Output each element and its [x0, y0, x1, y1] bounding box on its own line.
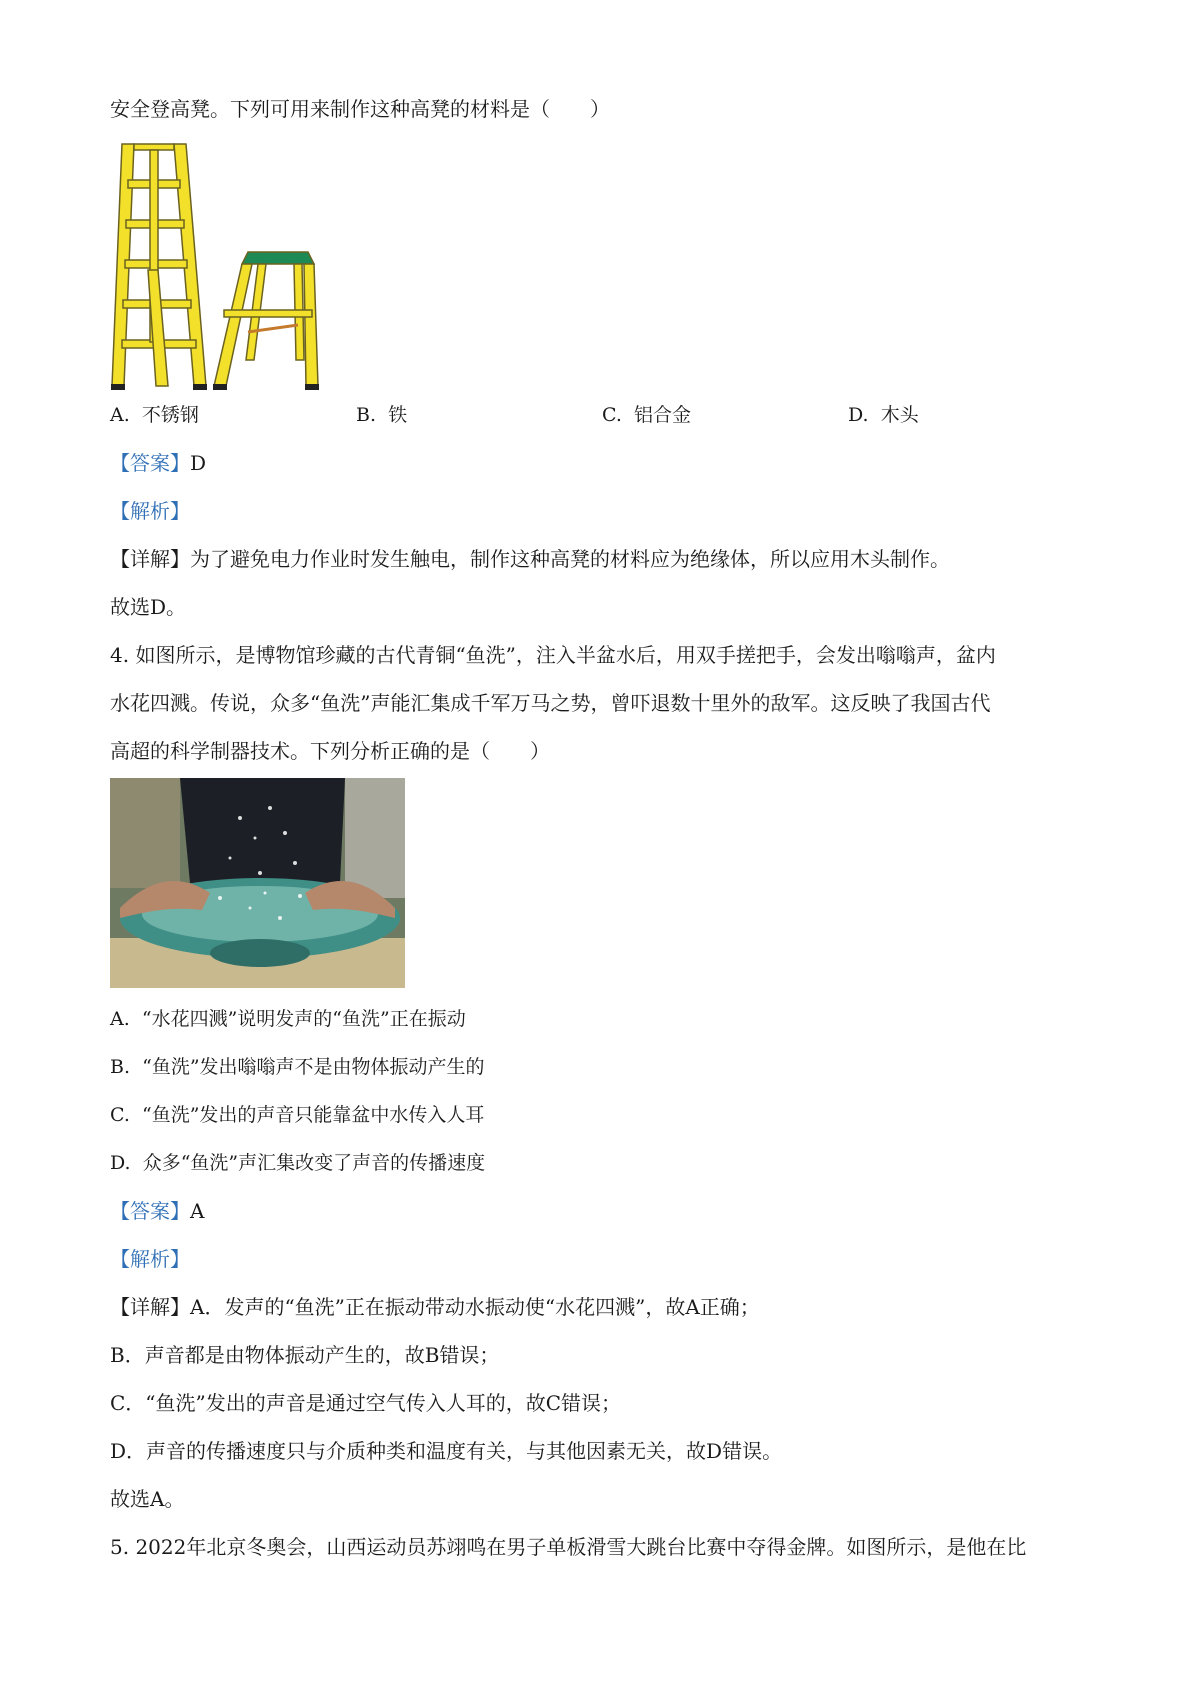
- q3-answer: 【答案】D: [110, 451, 207, 475]
- q3-option-a: A. 不锈钢: [110, 404, 199, 426]
- q3-option-b: B. 铁: [356, 404, 408, 426]
- q4-conclusion: 故选A。: [110, 1487, 185, 1511]
- ladder-stool-figure: [108, 140, 338, 392]
- q4-detail-line-3: C．“鱼洗”发出的声音是通过空气传入人耳的，故C错误；: [110, 1391, 622, 1415]
- q4-option-d: D. 众多“鱼洗”声汇集改变了声音的传播速度: [110, 1152, 486, 1174]
- q5-stem-line-1: 5. 2022年北京冬奥会，山西运动员苏翊鸣在男子单板滑雪大跳台比赛中夺得金牌。如图所示，是他在比: [110, 1535, 1027, 1559]
- q3-stem: 安全登高凳。下列可用来制作这种高凳的材料是（ ）: [110, 97, 610, 121]
- q4-detail-line-2: B．声音都是由物体振动产生的，故B错误；: [110, 1343, 500, 1367]
- q4-option-a: A. “水花四溅”说明发声的“鱼洗”正在振动: [110, 1008, 466, 1030]
- q4-stem-line-1: 4. 如图所示，是博物馆珍藏的古代青铜“鱼洗”，注入半盆水后，用双手搓把手，会发出嗡嗡声，盆内: [110, 643, 996, 667]
- q3-analysis-tag: 【解析】: [110, 499, 190, 523]
- q4-detail-line-1: 【详解】A．发声的“鱼洗”正在振动带动水振动使“水花四溅”，故A正确；: [110, 1295, 760, 1319]
- q3-detail: 【详解】为了避免电力作业时发生触电，制作这种高凳的材料应为绝缘体，所以应用木头制作。: [110, 547, 950, 571]
- ladder-image: [112, 144, 206, 386]
- q3-option-c: C. 铝合金: [602, 404, 692, 426]
- q4-stem-line-2: 水花四溅。传说，众多“鱼洗”声能汇集成千军万马之势，曾吓退数十里外的敌军。这反映了我国古代: [110, 691, 991, 715]
- q4-option-b: B. “鱼洗”发出嗡嗡声不是由物体振动产生的: [110, 1056, 485, 1078]
- q4-stem-line-3: 高超的科学制器技术。下列分析正确的是（ ）: [110, 739, 550, 763]
- fish-basin-photo: [110, 778, 405, 988]
- q4-answer: 【答案】A: [110, 1199, 205, 1223]
- q3-conclusion: 故选D。: [110, 595, 187, 619]
- q4-detail-line-4: D．声音的传播速度只与介质种类和温度有关，与其他因素无关，故D错误。: [110, 1439, 783, 1463]
- q4-analysis-tag: 【解析】: [110, 1247, 190, 1271]
- q4-option-c: C. “鱼洗”发出的声音只能靠盆中水传入人耳: [110, 1104, 485, 1126]
- q3-option-d: D. 木头: [848, 404, 919, 426]
- stool-image: [214, 252, 318, 386]
